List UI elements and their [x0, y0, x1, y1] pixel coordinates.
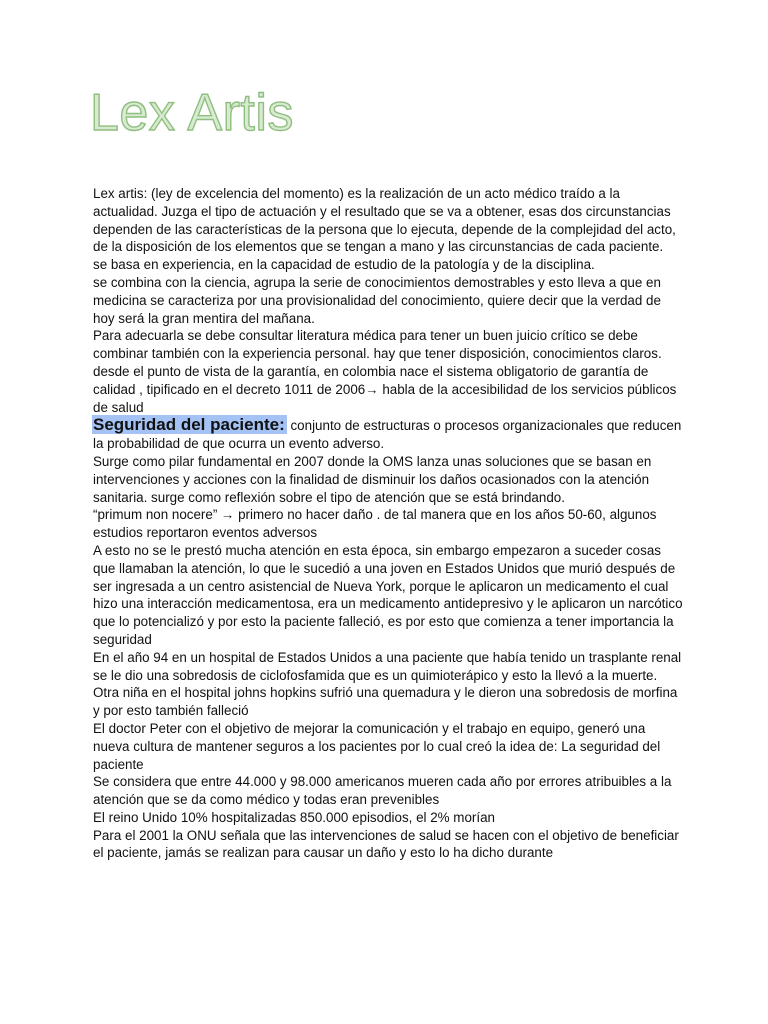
paragraph-experience: se basa en experiencia, en la capacidad de estudio de la patología y de la disciplina.	[93, 257, 595, 273]
paragraph-doctor-peter: El doctor Peter con el objetivo de mejorar la comunicación y el trabajo en equipo, generó una nueva cultura de mantener seguros a los pacientes por lo cual creó la idea de: La seguridad del paciente	[93, 720, 661, 772]
document-title: Lex Artis	[90, 84, 294, 142]
paragraph-onu-2001: Para el 2001 la ONU señala que las intervenciones de salud se hacen con el objetivo de beneficiar el paciente, jamás se realizan para causar un daño y esto lo ha dicho durante	[93, 827, 679, 861]
paragraph-lex-artis-definition: Lex artis: (ley de excelencia del momento) es la realización de un acto médico traído a la actualidad. Juzga el tipo de actuación y el resultado que se va a obtener, esas dos circunstancias dependen de las características de la persona que lo ejecuta, depende de la complejidad del acto, de la disposición de los elementos que se tengan a mano y las circunstancias de cada paciente.	[93, 186, 676, 255]
paragraph-uk-stats: El reino Unido 10% hospitalizadas 850.000 episodios, el 2% morían	[93, 809, 495, 825]
paragraph-us-deaths: Se considera que entre 44.000 y 98.000 americanos mueren cada año por errores atribuibles a la atención que se da como médico y todas eran prevenibles	[93, 774, 672, 808]
document-body	[93, 185, 683, 862]
paragraph-guarantee: desde el punto de vista de la garantía, en colombia nace el sistema obligatorio de garantía de calidad , tipificado en el decreto 1011 de 2006→ habla de la accesibilidad de los servicios públicos de salud	[93, 363, 677, 415]
paragraph-1994-case: En el año 94 en un hospital de Estados Unidos a una paciente que había tenido un trasplante renal se le dio una sobredosis de ciclofosfamida que es un quimioterápico y esto la llevó a la muerte.	[93, 649, 682, 683]
section-intro-text: conjunto de estructuras o procesos organizacionales que reducen la probabilidad de que ocurra un evento adverso.	[93, 418, 682, 452]
section-heading-highlight: Seguridad del paciente:	[93, 415, 285, 435]
paragraph-literature: Para adecuarla se debe consultar literatura médica para tener un buen juicio crítico se debe combinar también con la experiencia personal. hay que tener disposición, conocimientos claros.	[93, 328, 662, 362]
paragraph-johns-hopkins-case: Otra niña en el hospital johns hopkins sufrió una quemadura y le dieron una sobredosis de morfina y por esto también falleció	[93, 685, 678, 719]
section-intro-paragraph	[93, 416, 683, 453]
paragraph-primum-non-nocere: “primum non nocere” → primero no hacer daño . de tal manera que en los años 50-60, algunos estudios reportaron eventos adversos	[93, 507, 657, 541]
paragraph-science: se combina con la ciencia, agrupa la serie de conocimientos demostrables y esto lleva a que en medicina se caracteriza por una provisionalidad del conocimiento, quiere decir que la verdad de hoy será la gran mentira del mañana.	[93, 274, 661, 326]
paragraph-oms-2007: Surge como pilar fundamental en 2007 donde la OMS lanza unas soluciones que se basan en intervenciones y acciones con la finalidad de disminuir los daños ocasionados con la atención sanitaria. surge como reflexión sobre el tipo de atención que se está brindando.	[93, 453, 652, 505]
paragraph-new-york-case: A esto no se le prestó mucha atención en esta época, sin embargo empezaron a suceder cosas que llamaban la atención, lo que le sucedió a una joven en Estados Unidos que murió después de ser ingresada a un centro asistencial de Nueva York, porque le aplicaron un medicamento el cual hizo una interacción medicamentosa, era un medicamento antidepresivo y le aplicaron un narcótico que lo potencializó y por esto la paciente falleció, es por esto que comienza a tener importancia la seguridad	[93, 542, 683, 647]
